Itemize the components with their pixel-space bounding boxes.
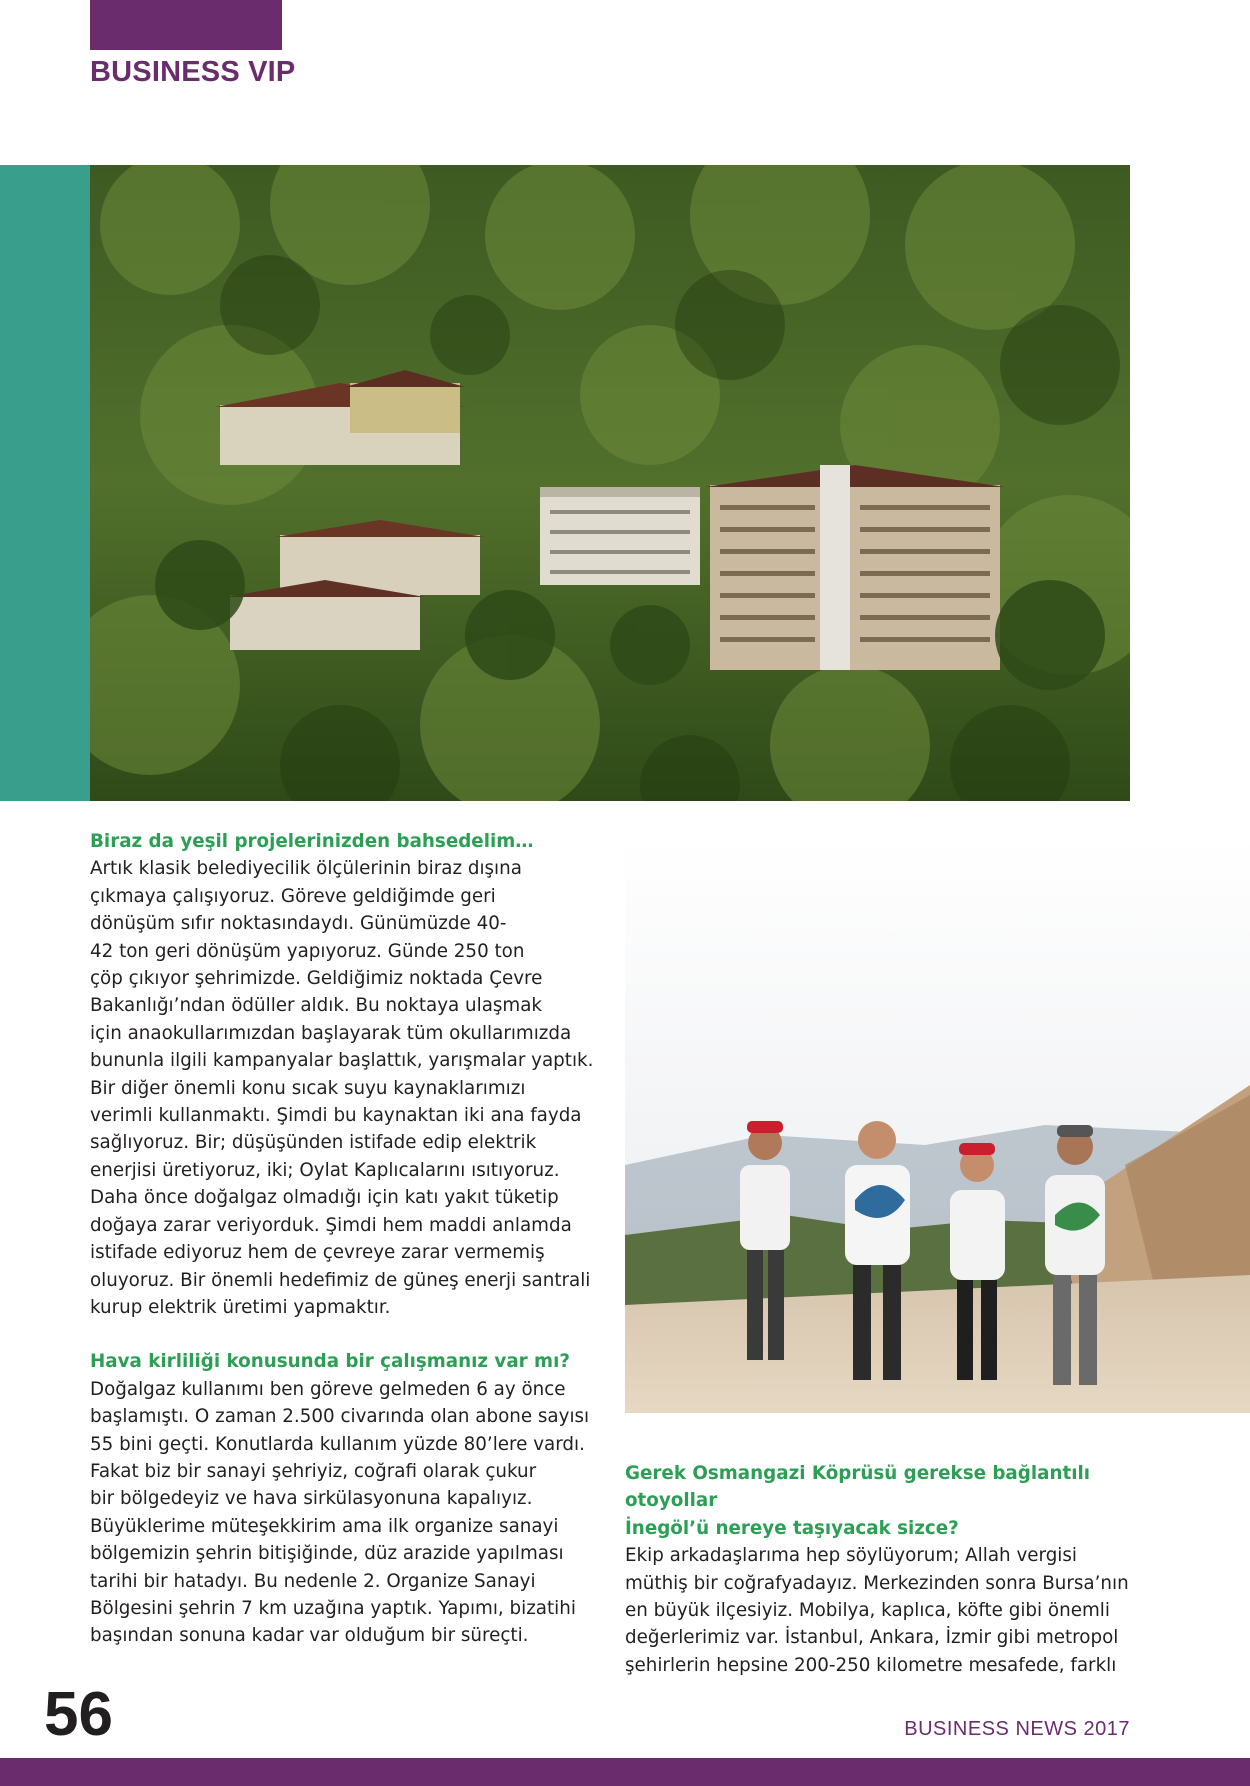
answer-line: değerlerimiz var. İstanbul, Ankara, İzmir gibi metropol xyxy=(625,1627,1119,1649)
answer-line: bununla ilgili kampanyalar başlattık, yarışmalar yaptık. xyxy=(90,1050,594,1072)
answer-line: Büyüklerime müteşekkirim ama ilk organize sanayi xyxy=(90,1515,559,1537)
answer-line: oluyoruz. Bir önemli hedefimiz de güneş enerji santrali xyxy=(90,1269,591,1291)
hikers-photo xyxy=(625,835,1250,1413)
answer-line: kurup elektrik üretimi yapmaktır. xyxy=(90,1296,391,1318)
answer-line: sağlıyoruz. Bir; düşüşünden istifade edip elektrik xyxy=(90,1132,537,1154)
answer-line: için anaokullarımızdan başlayarak tüm okullarımızda xyxy=(90,1022,572,1044)
question-osmangazi-bridge-line: İnegöl’ü nereye taşıyacak sizce? xyxy=(625,1517,959,1539)
right-text-column xyxy=(625,1460,1145,1679)
answer-line: Daha önce doğalgaz olmadığı için katı yakıt tüketip xyxy=(90,1187,559,1209)
hikers-illustration xyxy=(625,835,1250,1413)
question-osmangazi-bridge-line: Gerek Osmangazi Köprüsü gerekse bağlantılı otoyollar xyxy=(625,1463,1091,1512)
left-text-column xyxy=(90,828,600,1650)
answer-line: enerjisi üretiyoruz, iki; Oylat Kaplıcalarını ısıtıyoruz. xyxy=(90,1159,560,1181)
footer-brand: BUSINESS NEWS 2017 xyxy=(904,1718,1130,1740)
answer-line: tarihi bir hatadyı. Bu nedenle 2. Organize Sanayi xyxy=(90,1570,536,1592)
answer-line: başlamıştı. O zaman 2.500 civarında olan abone sayısı xyxy=(90,1406,590,1428)
answer-line: Artık klasik belediyecilik ölçülerinin biraz dışına xyxy=(90,858,522,880)
section-title: BUSINESS VIP xyxy=(90,56,296,88)
answer-line: müthiş bir coğrafyadayız. Merkezinden sonra Bursa’nın xyxy=(625,1572,1129,1594)
answer-line: en büyük ilçesiyiz. Mobilya, kaplıca, köfte gibi önemli xyxy=(625,1600,1110,1622)
answer-line: istifade ediyoruz hem de çevreye zarar vermemiş xyxy=(90,1242,545,1264)
question-green-projects: Biraz da yeşil projelerinizden bahsedelim… xyxy=(90,831,534,852)
teal-side-band xyxy=(0,165,90,801)
answer-line: verimli kullanmaktı. Şimdi bu kaynaktan iki ana fayda xyxy=(90,1105,582,1127)
answer-line: çöp çıkıyor şehrimizde. Geldiğimiz noktada Çevre xyxy=(90,968,543,990)
answer-line: 42 ton geri dönüşüm yapıyoruz. Günde 250 ton xyxy=(90,940,525,962)
answer-line: şehirlerin hepsine 200-250 kilometre mesafede, farklı xyxy=(625,1654,1117,1676)
answer-line: bir bölgedeyiz ve hava sirkülasyonuna kapalıyız. xyxy=(90,1488,533,1510)
answer-line: doğaya zarar veriyorduk. Şimdi hem maddi anlamda xyxy=(90,1214,572,1236)
answer-line: Fakat biz bir sanayi şehriyiz, coğrafi olarak çukur xyxy=(90,1460,537,1482)
footer-color-bar xyxy=(0,1758,1250,1786)
answer-line: Bir diğer önemli konu sıcak suyu kaynaklarımızı xyxy=(90,1077,526,1099)
answer-line: başından sonuna kadar var olduğum bir süreçti. xyxy=(90,1625,529,1647)
answer-line: Bölgesini şehrin 7 km uzağına yaptık. Yapımı, bizatihi xyxy=(90,1597,576,1619)
forest-hotel-illustration xyxy=(90,165,1130,801)
question-air-pollution: Hava kirliliği konusunda bir çalışmanız var mı? xyxy=(90,1351,570,1373)
answer-line: çıkmaya çalışıyoruz. Göreve geldiğimde geri xyxy=(90,885,496,907)
section-color-bar xyxy=(90,0,282,50)
paragraph-gap xyxy=(90,1321,600,1348)
answer-line: 55 bini geçti. Konutlarda kullanım yüzde 80’lere vardı. xyxy=(90,1433,585,1455)
answer-line: dönüşüm sıfır noktasındaydı. Günümüzde 40- xyxy=(90,913,507,935)
answer-line: Doğalgaz kullanımı ben göreve gelmeden 6 ay önce xyxy=(90,1378,566,1400)
answer-line: Bakanlığı’ndan ödüller aldık. Bu noktaya ulaşmak xyxy=(90,995,543,1017)
answer-line: bölgemizin şehrin bitişiğinde, düz arazide yapılması xyxy=(90,1543,564,1565)
page-number: 56 xyxy=(44,1680,113,1749)
forest-hotel-photo xyxy=(90,165,1130,801)
answer-line: Ekip arkadaşlarıma hep söylüyorum; Allah vergisi xyxy=(625,1545,1077,1567)
